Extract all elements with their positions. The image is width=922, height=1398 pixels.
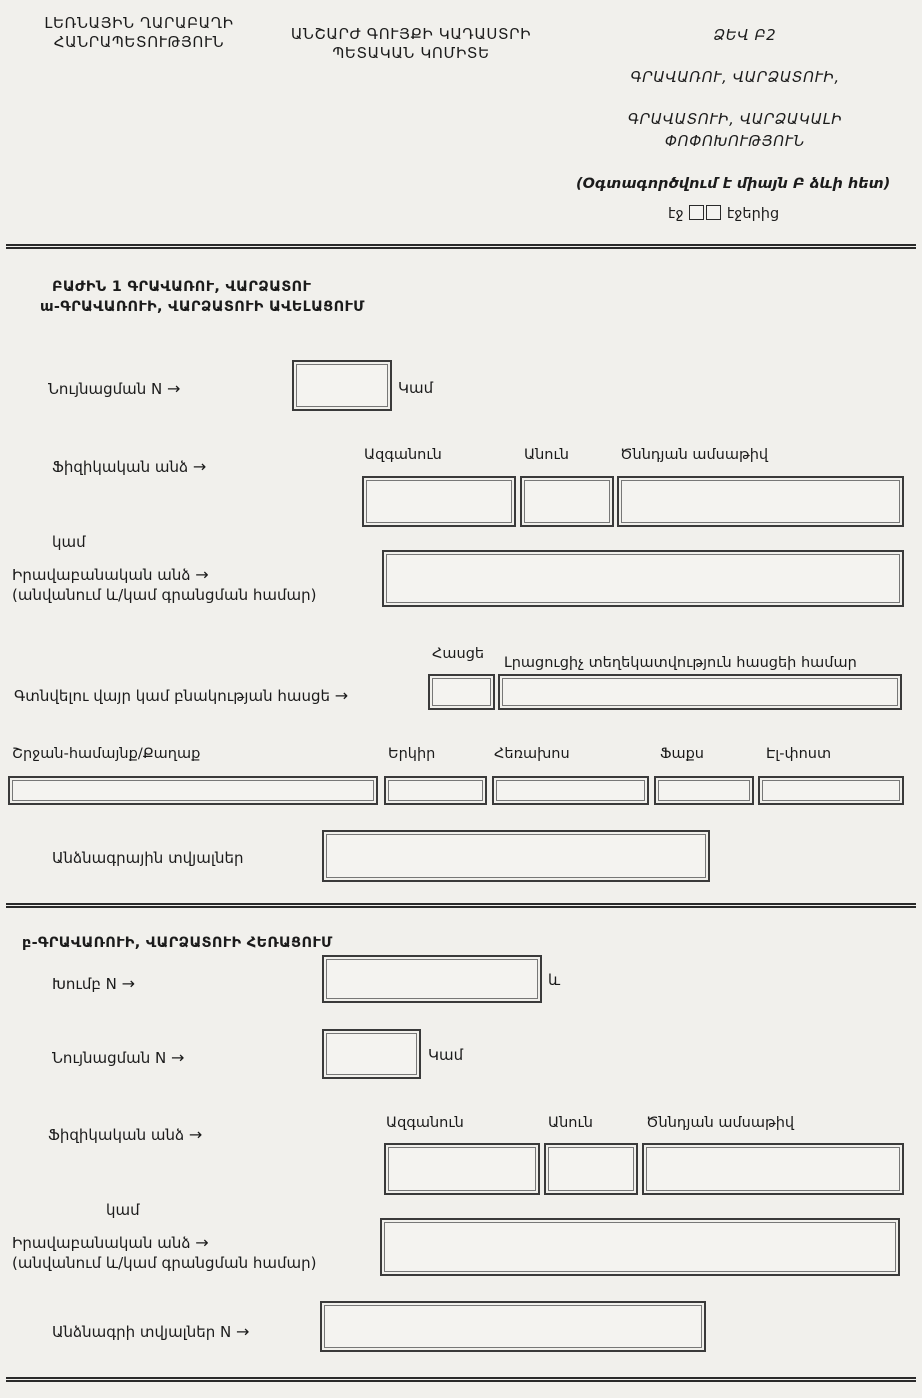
page-total-box[interactable] [706,205,721,220]
personal-data-field[interactable] [322,830,710,882]
form-title-3: ՓՈՓՈԽՈՒԹՅՈՒՆ [664,132,806,150]
country-line-2: ՀԱՆՐԱՊԵՏՈՒԹՅՈՒՆ [53,33,225,51]
legal-person-sublabel: (անվանում և/կամ գրանցման համար) [12,586,317,604]
col-country: Երկիր [388,746,436,762]
col-address: Հասցե [432,646,485,662]
pages-word: էջերից [726,206,780,222]
col-surname-b: Ազգանուն [386,1115,464,1131]
physical-person-label-b: Ֆիզիկական անձ → [48,1125,203,1144]
part-a-title-1: ԲԱԺԻՆ 1 ԳՐԱՎԱՌՈՒ, ՎԱՐՁԱՏՈՒ [52,279,312,295]
region-field[interactable] [8,776,378,805]
divider-top [6,244,916,249]
agency-line-2: ՊԵՏԱԿԱՆ ԿՈՄԻՏԵ [332,44,490,62]
email-field[interactable] [758,776,904,805]
or-label-2: կամ [52,533,86,551]
birthdate-field[interactable] [617,476,904,527]
col-name: Անուն [524,447,569,463]
divider-bottom [6,1377,916,1382]
part-a-title-2: ա-ԳՐԱՎԱՌՈՒԻ, ՎԱՐՁԱՏՈՒԻ ԱՎԵԼԱՑՈՒՄ [40,299,365,315]
form-number: ՁԵՎ Բ2 [713,26,777,44]
page-word: էջ [668,206,684,222]
passport-data-label: Անձնագրի տվյալներ N → [52,1322,250,1341]
agency-line-1: ԱՆՇԱՐԺ ԳՈՒՅՔԻ ԿԱԴԱՍՏՐԻ [290,25,532,43]
country-heading [14,14,264,52]
surname-field[interactable] [362,476,516,527]
col-region: Շրջան-համայնք/Քաղաք [12,746,201,762]
birthdate-field-b[interactable] [642,1143,904,1195]
legal-person-label-b: Իրավաբանական անձ → [12,1233,209,1252]
col-email: Էլ-փոստ [766,746,832,762]
passport-data-field[interactable] [320,1301,706,1352]
address-extra-field[interactable] [498,674,902,710]
personal-data-label: Անձնագրային տվյալներ [52,849,244,867]
legal-person-field[interactable] [382,550,904,607]
col-birthdate: Ծննդյան ամսաթիվ [620,447,769,463]
name-field-b[interactable] [544,1143,638,1195]
group-number-field[interactable] [322,955,542,1003]
agency-heading [266,25,556,63]
col-phone: Հեռախոս [494,746,570,762]
part-b-title: բ-ԳՐԱՎԱՌՈՒԻ, ՎԱՐՁԱՏՈՒԻ ՀԵՌԱՑՈՒՄ [22,935,333,951]
surname-field-b[interactable] [384,1143,540,1195]
physical-person-label: Ֆիզիկական անձ → [52,457,207,476]
legal-person-label: Իրավաբանական անձ → [12,565,209,584]
id-number-field-b[interactable] [322,1029,421,1079]
location-label: Գտնվելու վայր կամ բնակության հասցե → [14,686,349,705]
page-counter [668,205,779,222]
name-field[interactable] [520,476,614,527]
col-surname: Ազգանուն [364,447,442,463]
country-field[interactable] [384,776,487,805]
col-fax: Ֆաքս [660,746,704,762]
col-birthdate-b: Ծննդյան ամսաթիվ [646,1115,795,1131]
id-label: Նույնացման N → [48,379,181,398]
col-address-extra: Լրացուցիչ տեղեկատվություն հասցեի համար [504,655,857,671]
page-number-box[interactable] [689,205,704,220]
phone-field[interactable] [492,776,649,805]
legal-person-field-b[interactable] [380,1218,900,1276]
country-line-1: ԼԵՌՆԱՅԻՆ ՂԱՐԱԲԱՂԻ [44,14,234,32]
or-label-b: Կամ [428,1046,464,1064]
and-label: և [548,971,561,989]
fax-field[interactable] [654,776,754,805]
or-label: Կամ [398,379,434,397]
id-label-b: Նույնացման N → [52,1048,185,1067]
col-name-b: Անուն [548,1115,593,1131]
usage-note: (Օգտագործվում է միայն Բ ձևի հետ) [576,176,891,192]
address-field[interactable] [428,674,495,710]
or-label-b-2: կամ [106,1201,140,1219]
form-title-2: ԳՐԱՎԱՏՈՒԻ, ՎԱՐՁԱԿԱԼԻ [627,110,843,128]
divider-middle [6,903,916,908]
id-number-field[interactable] [292,360,392,411]
group-label: Խումբ N → [52,974,136,993]
form-title-1: ԳՐԱՎԱՌՈՒ, ՎԱՐՁԱՏՈՒԻ, [630,68,840,86]
legal-person-sublabel-b: (անվանում և/կամ գրանցման համար) [12,1254,317,1272]
